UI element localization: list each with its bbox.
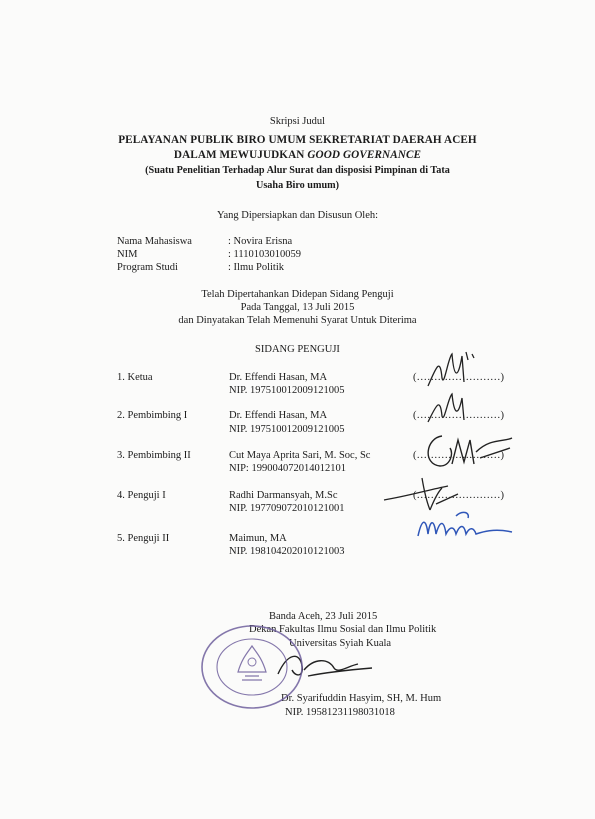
member-nip: NIP. 198104202010121003 xyxy=(229,546,345,557)
title-line-2-italic: GOOD GOVERNANCE xyxy=(307,149,422,161)
signature-line: (……………………) xyxy=(413,450,504,461)
student-program-label: Program Studi xyxy=(117,262,178,273)
student-nim-label: NIM xyxy=(117,249,138,260)
member-nip: NIP. 197510012009121005 xyxy=(229,385,345,396)
subtitle-line-1: (Suatu Penelitian Terhadap Alur Surat dan disposisi Pimpinan di Tata xyxy=(145,165,450,176)
member-name: Radhi Darmansyah, M.Sc xyxy=(229,490,338,501)
committee-heading: SIDANG PENGUJI xyxy=(255,344,340,355)
approval-position: Dekan Fakultas Ilmu Sosial dan Ilmu Politik xyxy=(249,624,437,635)
member-name: Cut Maya Aprita Sari, M. Soc, Sc xyxy=(229,450,371,461)
student-name-value: : Novira Erisna xyxy=(228,236,293,247)
signature-pembimbing-1 xyxy=(418,388,498,428)
member-name: Maimun, MA xyxy=(229,533,287,544)
student-name-label: Nama Mahasiswa xyxy=(117,236,192,247)
member-role: 2. Pembimbing I xyxy=(117,410,188,421)
student-nim-value: : 1110103010059 xyxy=(228,249,302,260)
member-nip: NIP. 197709072010121001 xyxy=(229,503,345,514)
document-label: Skripsi Judul xyxy=(269,116,326,127)
member-role: 3. Pembimbing II xyxy=(117,450,191,461)
defense-line-3: dan Dinyatakan Telah Memenuhi Syarat Untuk Diterima xyxy=(178,315,417,326)
member-role: 1. Ketua xyxy=(117,372,153,383)
member-nip: NIP. 197510012009121005 xyxy=(229,424,345,435)
member-name: Dr. Effendi Hasan, MA xyxy=(229,372,328,383)
title-line-2 xyxy=(0,149,595,161)
signature-line: (……………………) xyxy=(413,490,504,501)
dean-name: Dr. Syarifuddin Hasyim, SH, M. Hum xyxy=(281,693,442,704)
signature-line: (……………………) xyxy=(413,410,504,421)
official-stamp xyxy=(198,622,306,712)
approval-place-date: Banda Aceh, 23 Juli 2015 xyxy=(269,611,378,622)
subtitle-line-2: Usaha Biro umum) xyxy=(255,180,340,191)
defense-line-1: Telah Dipertahankan Didepan Sidang Penguji xyxy=(201,289,394,300)
signature-line: (……………………) xyxy=(413,372,504,383)
signature-pembimbing-2 xyxy=(420,428,530,474)
signature-penguji-2 xyxy=(412,506,522,546)
member-name: Dr. Effendi Hasan, MA xyxy=(229,410,328,421)
member-nip: NIP: 199004072014012101 xyxy=(229,463,346,474)
title-line-1: PELAYANAN PUBLIK BIRO UMUM SEKRETARIAT DAERAH ACEH xyxy=(118,134,477,146)
defense-line-2: Pada Tanggal, 13 Juli 2015 xyxy=(240,302,355,313)
member-role: 5. Penguji II xyxy=(117,533,170,544)
approval-university: Universitas Syiah Kuala xyxy=(289,638,392,649)
title-line-2-text: DALAM MEWUJUDKAN xyxy=(173,149,308,161)
student-program-value: : Ilmu Politik xyxy=(228,262,285,273)
signature-ketua xyxy=(418,348,498,392)
member-role: 4. Penguji I xyxy=(117,490,166,501)
dean-nip: NIP. 195812311980310​18 xyxy=(285,707,395,718)
prepared-by: Yang Dipersiapkan dan Disusun Oleh: xyxy=(216,210,379,221)
